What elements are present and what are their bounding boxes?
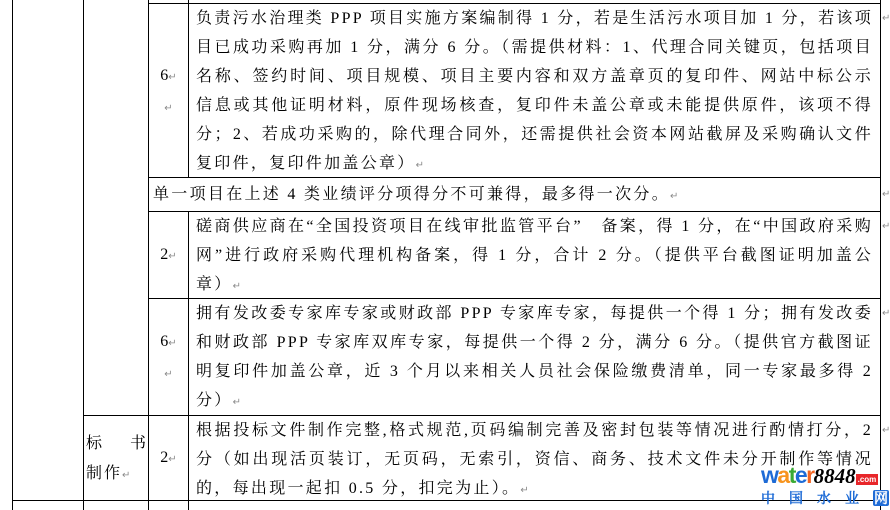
row-end-mark: ↵ — [882, 221, 890, 232]
row-end-mark: ↵ — [882, 425, 890, 436]
watermark-letter: t — [788, 462, 795, 488]
watermark-letter: w — [761, 462, 778, 488]
watermark-site-char: 水 — [817, 490, 831, 506]
criteria-text: 拥有发改委专家库专家或财政部 PPP 专家库专家，每提供一个得 1 分；拥有发改委和财政部 PPP 专家库双库专家，每提供一个得 2 分，满分 6 分。（提供官方截图证明复印件加盖公章，近 3 个月以来相关人员社会保险缴费清单，同一专家最多得 2 分） — [196, 305, 873, 409]
score-value: 6 — [160, 67, 169, 84]
pilcrow-mark: ↵ — [164, 103, 173, 114]
score-cell-row5 — [149, 443, 188, 474]
score-value: 6 — [160, 333, 169, 350]
score-value: 2 — [160, 449, 169, 466]
watermark-number: 8848 — [813, 464, 856, 488]
row-end-mark: ↵ — [882, 308, 890, 319]
score-value: 2 — [160, 246, 169, 263]
score-cell-row1 — [149, 61, 188, 123]
watermark-letter: r — [806, 462, 814, 488]
score-cell-row3 — [149, 240, 188, 271]
watermark-letter: e — [794, 462, 807, 488]
table-border-vertical-col-c-d-upper — [188, 0, 189, 177]
table-border-row5-bottom — [12, 500, 881, 501]
watermark-site-char: 业 — [845, 490, 859, 506]
table-border-vertical-col-a-b — [83, 0, 84, 510]
table-border-vertical-col-c-d-lower — [188, 211, 189, 510]
table-border-vertical-outer-left — [12, 0, 13, 510]
pilcrow-mark: ↵ — [232, 397, 241, 408]
pilcrow-mark: ↵ — [520, 485, 529, 496]
category-line1: 标 书 — [86, 435, 146, 452]
pilcrow-mark: ↵ — [164, 369, 173, 380]
category-line2: 制作 — [86, 465, 123, 482]
pilcrow-mark: ↵ — [232, 281, 241, 292]
criteria-cell-row3 — [196, 212, 873, 298]
table-border-vertical-outer-right — [880, 0, 881, 510]
pilcrow-mark: ↵ — [122, 470, 131, 481]
criteria-cell-row5 — [196, 416, 873, 500]
criteria-text: 负责污水治理类 PPP 项目实施方案编制得 1 分，若是生活污水项目加 1 分，若该项目已成功采购再加 1 分，满分 6 分。（需提供材料：1、代理合同关键页，包括项目名称、签约时间、项目规模、项目主要内容和双方盖章页的复印件、网站中标公示信息或其他证明材料，原件现场核查，复印件未盖公章或未能提供原件，该项不得分；2、若成功采购的，除代理合同外，还需提供社会资本网站截屏及采购确认文件复印件，复印件加盖公章） — [196, 10, 873, 172]
table-border-row1-bottom — [148, 177, 881, 178]
pilcrow-mark: ↵ — [168, 338, 177, 349]
criteria-cell-row1 — [196, 4, 873, 176]
criteria-cell-row4 — [196, 299, 873, 415]
note-cell-merged — [153, 180, 877, 211]
criteria-text: 根据投标文件制作完整,格式规范,页码编制完善及密封包装等情况进行酌情打分，2 分（如出现活页装订，无页码，无索引，资信、商务、技术文件未分开制作等情况的，每出现一起扣 0.5 分，扣完为止）。 — [196, 422, 873, 497]
category-cell-bid-preparation — [86, 429, 146, 491]
pilcrow-mark: ↵ — [168, 454, 177, 465]
watermark-site-char: 国 — [789, 490, 803, 506]
pilcrow-mark: ↵ — [168, 72, 177, 83]
pilcrow-mark: ↵ — [415, 160, 424, 171]
watermark-site-char-net: 网 — [874, 490, 888, 506]
criteria-text: 磋商供应商在“全国投资项目在线审批监管平台” 备案，得 1 分，在“中国政府采购网”进行政府采购代理机构备案，得 1 分，合计 2 分。（提供平台截图证明加盖公章） — [196, 218, 873, 293]
note-text: 单一项目在上述 4 类业绩评分项得分不可兼得，最多得一次分。 — [153, 186, 671, 203]
score-cell-row4 — [149, 327, 188, 389]
watermark-letter: a — [777, 462, 789, 488]
watermark-tld-badge: .com — [857, 475, 877, 484]
pilcrow-mark: ↵ — [670, 191, 679, 202]
row-end-mark: ↵ — [882, 189, 890, 200]
pilcrow-mark: ↵ — [168, 251, 177, 262]
row-end-mark: ↵ — [882, 13, 890, 24]
watermark-site-char: 中 — [761, 490, 775, 506]
